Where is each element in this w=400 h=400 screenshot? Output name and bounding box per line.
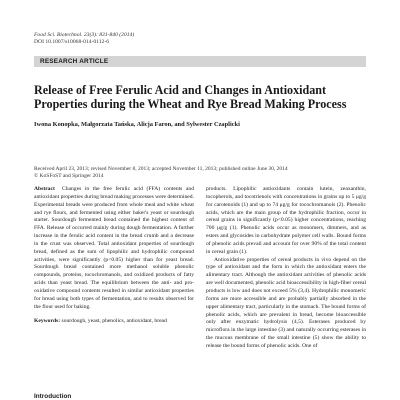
keywords [34,318,194,326]
body-paragraph-1: products. Lipophilic antioxidants contain lutein, zeaxanthin, tocopherols, and tocotrienols with concentrations in grains up to 5 μg/g for carotenoids (1) and up to 74 μg/g for tocochromanols (2). Phenolic acids, which are the main group of the hydrophilic fraction, occur in cereal grains in significantly (p<0.05) higher concentrations, reaching 700 μg/g (1). Phenolic acids occur as monomers, dimmers, and as esters and glycosides in carbohydrate polymer cell walls. Bound forms of phenolic acids prevail and account for over 90% of the total content in cereal grain (1). [206,186,366,255]
journal-header [34,32,134,46]
journal-citation: Food Sci. Biotechnol. 23(3): 831-840 (2014) [34,32,135,38]
abstract-text: Changes in the free ferulic acid (FFA) contents and antioxidant properties during bread making processes were determined. Experimental breads were produced from whole meal and white wheat and rye flours, and fermented using either baker's yeast or sourdough starter. Sourdough fermented bread contained the highest content of FFA. Release of occurred mainly during dough fermentation. A further increase in the ferulic acid content in the bread crumb and a decrease in the crust was observed. Total antioxidant properties of sourdough bread, defined as the sum of lipophilic and hydrophilic compound activities, were significantly (p<0.05) higher than for yeast bread. Sourdough bread contained more methanol soluble phenolic compounds, proteins, tocochromanols, and oxidized products of fatty acids than yeast bread. The equilibrium between the anti- and pro-oxidative compound contents resulted in similar antioxidant properties for bread using both types of fermentation, and to results observed for the flour used for baking. [34,186,195,310]
introduction-heading: Introduction [34,393,72,400]
keywords-text: sourdough, yeast, phenolics, antioxidant, bread [61,317,167,324]
article-title: Release of Free Ferulic Acid and Changes in Antioxidant Properties during the Wheat and Rye Bread Making Process [34,83,347,111]
keywords-label: Keywords: [34,317,61,324]
article-type-banner: RESEARCH ARTICLE [34,56,366,67]
left-column [34,186,194,325]
doi-line: DOI 10.1007/s10068-014-0112-6 [34,39,109,45]
right-column [206,186,366,351]
article-history [34,166,288,180]
history-dates: Received April 23, 2013; revised November 8, 2013; accepted November 11, 2013; published online June 30, 2014 [34,166,288,172]
abstract [34,186,194,312]
abstract-label: Abstract [34,186,55,192]
copyright-line: © KoSFoST and Springer 2014 [34,173,104,179]
author-list: Iwona Konopka, Małgorzata Tańska, Alicja Faron, and Sylwester Czaplicki [34,121,240,128]
body-paragraph-2: Antioxidative properties of cereal products in vivo depend on the type of antioxidant and the form in which the antioxidant enters the alimentary tract. Although the antioxidant activities of phenolic acids are well documented, phenolic acid bioaccessibility in high-fiber cereal products is low and does not exceed 5% (3,4). Hydrophilic monomeric forms are more accessible and are probably partially absorbed in the upper alimentary tract, particularly in the stomach. The bound forms of phenolic acids, which are prevalent in bread, become bioaccessible only after enzymatic hydrolysis (4,5). Esterases produced by microflora in the large intestine (3) and naturally occurring esterases in the mucous membrane of the small intestine (5) show the ability to release the bound forms of phenolic acids. One of [206,256,366,349]
